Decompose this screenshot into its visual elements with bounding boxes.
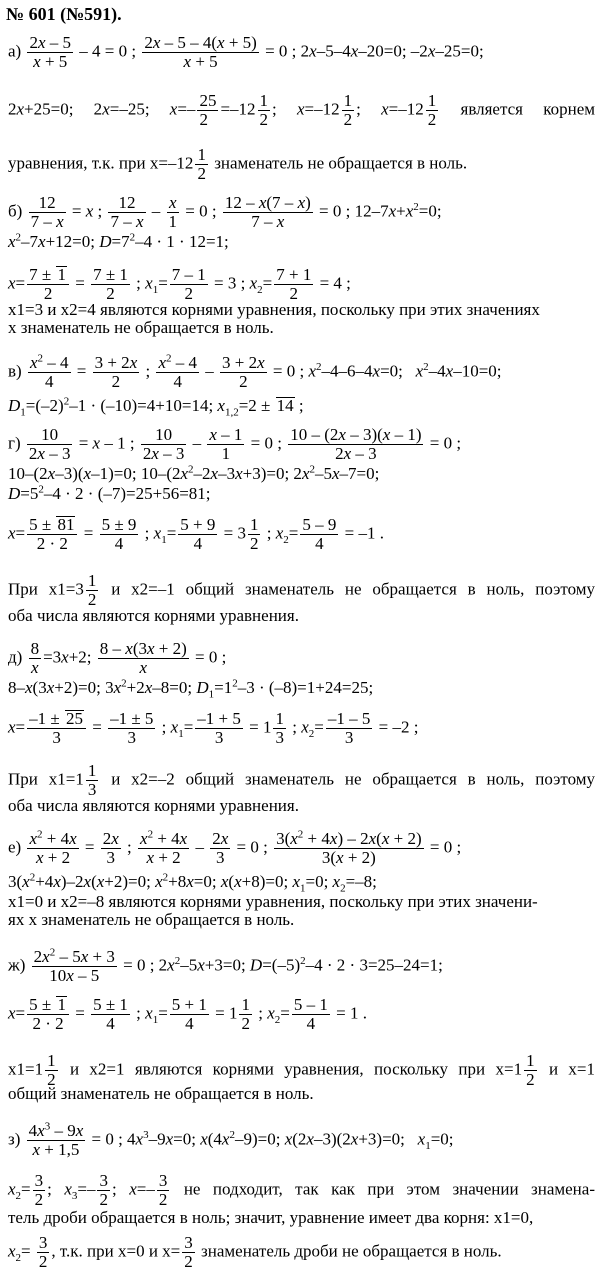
- part-d-line2: 8–x(3x+2)=0; $3x^2+2x-8=0$; $D_1=1^2-3 \cdot (-8)=1+24=25$;: [8, 677, 374, 701]
- part-d-line3: x= $\frac{-1 \pm 25}{3}$ = $\frac{-1 \pm 5}{3}$ ; $x_1=$ $\frac{-1 + 5}{3}$ = 1 $\frac{1}{3}$ ; $x_2=$ $\frac{-1 - 5}{3}$ = –2 ;: [8, 709, 419, 747]
- part-zh-line4: общий знаменатель не обращается в ноль.: [8, 1084, 314, 1103]
- part-d-line5: оба числа являются корнями уравнения.: [8, 796, 299, 815]
- part-g-line1: г) $\frac{10}{2x - 3}$ = x – 1 ; $\frac{10}{2x - 3}$ – $\frac{x - 1}{1}$ = 0 ; $\frac{10 - (2x - 3)(x - 1)}{2x - 3}$ = 0 ;: [8, 425, 462, 463]
- part-v-line2: $D_1=(-2)^2-1 \cdot (-10)=4+10=14$; $x_{1,2}=2 \pm 14$ ;: [8, 395, 304, 419]
- part-a-line3: уравнения, т.к. при x=–12 $\frac{1}{2}$ знаменатель не обращается в ноль.: [8, 145, 468, 183]
- part-b-line3: x= $\frac{7 \pm 1}{2}$ = $\frac{7 \pm 1}{2}$ ; $x_1=$ $\frac{7 - 1}{2}$ = 3 ; $x_2=$ $\frac{7 + 1}{2}$ = 4 ;: [8, 265, 351, 303]
- part-z-line3: тель дроби обращается в ноль; значит, уравнение имеет два корня: x1=0,: [8, 1208, 534, 1227]
- part-g-line2: 10–(2x–3)(x–1)=0; $10-(2x^2-2x-3x+3)=0$; $2x^2-5x-7=0$;: [8, 463, 380, 483]
- part-b-line2: $x^2-7x+12=0$; $D=7^2-4 \cdot 1 \cdot 12=1$;: [8, 231, 229, 251]
- problem-number: № 601 (№591).: [6, 4, 122, 24]
- part-d-line4: При x1=1 $\frac{1}{3}$ и x2=–2 общий знаменатель не обращается в ноль, поэтому: [8, 761, 596, 799]
- label-zh: ж): [8, 955, 26, 975]
- part-zh-line3: x1=1 $\frac{1}{2}$ и x2=1 являются корнями уравнения, поскольку при x=1 $\frac{1}{2}$ и x=1: [8, 1051, 596, 1089]
- label-b: б): [8, 201, 23, 221]
- part-a-line1: а) $\frac{2x - 5}{x + 5}$ – 4 = 0 ; $\frac{2x - 5 - 4(x + 5)}{x + 5}$ = 0 ; 2x–5–4x–20=0; –2x–25=0;: [8, 33, 484, 71]
- label-a: а): [8, 41, 22, 61]
- part-g-line3: $D=5^2-4 \cdot 2 \cdot (-7)=25+56=81$;: [8, 483, 211, 503]
- label-g: г): [8, 433, 21, 453]
- part-z-line2: $x_2=$ $\frac{3}{2}$ ; $x_3=-$ $\frac{3}{2}$ ; x=– $\frac{3}{2}$ не подходит, так как при этом значении знамена-: [8, 1171, 595, 1209]
- part-g-line4: x= $\frac{5 \pm 81}{2 \cdot 2}$ = $\frac{5 \pm 9}{4}$ ; $x_1=$ $\frac{5 + 9}{4}$ = 3 $\frac{1}{2}$ ; $x_2=$ $\frac{5 - 9}{4}$ = –1 .: [8, 515, 384, 553]
- part-v-line1: в) $\frac{x^2 - 4}{4}$ = $\frac{3 + 2x}{2}$ ; $\frac{x^2 - 4}{4}$ – $\frac{3 + 2x}{2}$ = 0 ; $x^2-4-6-4x=0$; $x^2-4x-10=0$;: [8, 352, 502, 391]
- label-v: в): [8, 361, 22, 381]
- part-e-line4: ях x знаменатель не обращается в ноль.: [8, 910, 295, 929]
- label-z: з): [8, 1129, 21, 1149]
- label-e: е): [8, 837, 22, 857]
- part-b-line4: x1=3 и x2=4 являются корнями уравнения, поскольку при этих значениях: [8, 300, 540, 319]
- a-tail-text: является корнем: [460, 99, 596, 119]
- part-a-line2: 2x+25=0; 2x=–25; x=– $\frac{25}{2}$ =–12 $\frac{1}{2}$ ; x=–12 $\frac{1}{2}$ ; x=–12 $\frac{1}{2}$ является корнем: [8, 91, 596, 129]
- part-z-line4: $x_2=$ $\frac{3}{2}$ , т.к. при x=0 и x= $\frac{3}{2}$ знаменатель дроби не обращается в ноль.: [8, 1233, 502, 1271]
- part-g-line5: При x1=3 $\frac{1}{2}$ и x2=–1 общий знаменатель не обращается в ноль, поэтому: [8, 571, 596, 609]
- part-e-line2: $3(x^2+4x)-2x(x+2)=0$; $x^2+8x=0$; x(x+8)=0; $x_1=0$; $x_2=-8$;: [8, 871, 377, 895]
- part-z-line1: з) $\frac{4x^3 - 9x}{x + 1,5}$ = 0 ; $4x^3-9x=0$; $x(4x^2-9)=0$; x(2x–3)(2x+3)=0; $x_1=0$;: [8, 1120, 454, 1159]
- part-d-line1: д) $\frac{8}{x}$ =3x+2; $\frac{8 - x(3x + 2)}{x}$ = 0 ;: [8, 639, 227, 677]
- part-b-line1: б) $\frac{12}{7 - x}$ = x ; $\frac{12}{7 - x}$ – $\frac{x}{1}$ = 0 ; $\frac{12 - x(7 - x)}{7 - x}$ = 0 ; $12-7x+x^2=0$;: [8, 193, 442, 231]
- label-d: д): [8, 647, 23, 667]
- part-g-line6: оба числа являются корнями уравнения.: [8, 606, 299, 625]
- part-zh-line2: x= $\frac{5 \pm 1}{2 \cdot 2}$ = $\frac{5 \pm 1}{4}$ ; $x_1=$ $\frac{5 + 1}{4}$ = 1 $\frac{1}{2}$ ; $x_2=$ $\frac{5 - 1}{4}$ = 1 .: [8, 995, 367, 1033]
- part-b-line5: x знаменатель не обращается в ноль.: [8, 318, 274, 337]
- part-zh-line1: ж) $\frac{2x^2 - 5x + 3}{10x - 5}$ = 0 ; $2x^2-5x+3=0$; $D=(-5)^2-4 \cdot 2 \cdot 3=25-24=1$;: [8, 946, 443, 985]
- part-e-line3: x1=0 и x2=–8 являются корнями уравнения, поскольку при этих значени-: [8, 892, 538, 911]
- part-e-line1: е) $\frac{x^2 + 4x}{x + 2}$ = $\frac{2x}{3}$ ; $\frac{x^2 + 4x}{x + 2}$ – $\frac{2x}{3}$ = 0 ; $\frac{3(x^2 + 4x) - 2x(x + 2)}{3(x + 2)}$ = 0 ;: [8, 828, 462, 867]
